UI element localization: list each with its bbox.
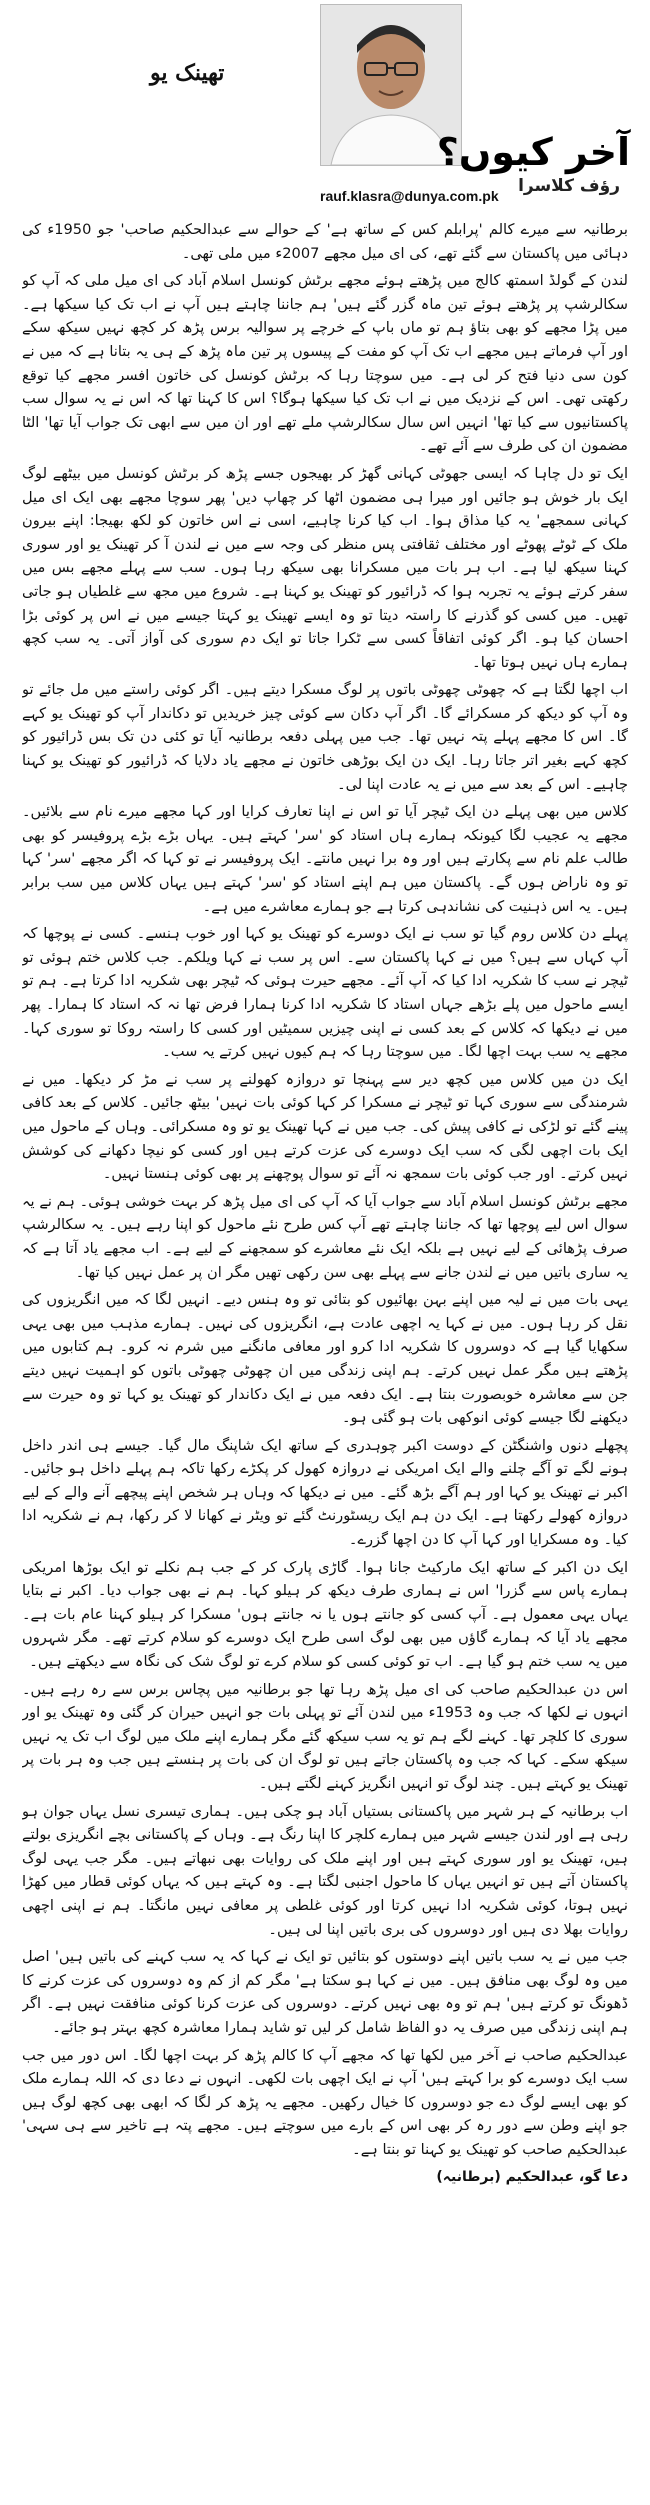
paragraph: لندن کے گولڈ اسمتھ کالج میں پڑھتے ہوئے مجھے برٹش کونسل اسلام آباد کی ای میل ملی کہ آپ کو سکالرشپ پر پڑھتے ہوئے تین ماہ گزر گئے ہیں' ہم جاننا چاہتے ہیں آپ نے اب تک کیا سیکھا ہے۔ میں پڑا مجھے کو بھی بتاؤ ہم تو ماں باپ کے خرچے پر سوالیہ برس پڑھ کر کچھ نہیں سیکھ سکے اور آپ فرماتے ہیں مجھے اب تک آپ کو مفت کے پیسوں پر تین ماہ پڑھ کے ہی یہ بتانا ہے کہ میں نے کون سی دنیا فتح کر لی ہے۔ میں سوچتا رہا کہ برٹش کونسل کی خاتون افسر مجھے کیا توقع رکھتی تھی۔ اس کے نزدیک میں نے اب تک کیا سیکھا ہوگا؟ اس کا کہنا تھا کہ اس نے یہ سوال سب پاکستانیوں سے کیا تھا' انہیں اس سال سکالرشپ ملے تھے اور ان میں سے ابھی تک جواب آیا تھا' الٹا مضمون ان کی طرف سے آئے تھے۔ <box>22 272 628 455</box>
column-brand <box>320 130 640 210</box>
paragraph: یہی بات میں نے لیہ میں اپنے بہن بھائیوں کو بتائی تو وہ ہنس دیے۔ انہیں لگا کہ میں انگریزوں کی نقل کر رہا ہوں۔ میں نے کہا یہ اچھی عادت ہے، انگریزوں کی نہیں۔ ہمارے مذہب میں بھی یہی سکھایا گیا ہے کہ دوسروں کا شکریہ ادا کرو اور معافی مانگنے میں شرم نہ کرو۔ ہم کتابوں میں پڑھتے ہیں مگر عمل نہیں کرتے۔ ہم اپنی زندگی میں ان چھوٹی چھوٹی باتوں کو اہمیت نہیں دیتے جن سے معاشرہ خوبصورت بنتا ہے۔ ایک دفعہ میں نے ایک دکاندار کو تھینک یو کہا تو وہ حیرت سے دیکھنے لگا جیسے کوئی انوکھی بات ہو گئی ہو۔ <box>22 1291 628 1427</box>
paragraph: عبدالحکیم صاحب نے آخر میں لکھا تھا کہ مجھے آپ کا کالم پڑھ کر بہت اچھا لگا۔ اس دور میں جب سب ایک دوسرے کو برا کہتے ہیں' آپ نے ایک اچھی بات لکھی۔ انہوں نے دعا دی کہ اللہ ہمارے ملک کو بھی ایسے لوگ دے جو دوسروں کا خیال رکھیں۔ مجھے یہ پڑھ کر لگا کہ ابھی بھی کچھ لوگ ہیں جو اپنے وطن سے دور رہ کر بھی اس کے بارے میں سوچتے ہیں۔ مجھے پتہ ہے تاخیر سے ہی سہی' عبدالحکیم صاحب کو تھینک یو کہنا تو بنتا ہے۔ <box>22 2046 628 2158</box>
author-email: rauf.klasra@dunya.com.pk <box>320 188 499 204</box>
paragraph: ایک تو دل چاہا کہ ایسی جھوٹی کہانی گھڑ کر بھیجوں جسے پڑھ کر برٹش کونسل میں بیٹھے لوگ ایک بار خوش ہو جائیں اور میرا ہی مضمون اٹھا کر چھاپ دیں' پھر سوچا مجھے بھی ایک ای میل کہانی سمجھے' یہ کیا مذاق ہوا۔ اب کیا کرنا چاہیے، اسی نے اس خاتون کو لکھ بھیجا: اپنے بیرون ملک کے ٹوٹے پھوٹے اور مختلف ثقافتی پس منظر کی وجہ سے میں نے لندن آ کر تھینک یو اور سوری کہنا سیکھ لیا ہے۔ اب ہر بات میں مسکرانا بھی سیکھ رہا ہوں۔ سب سے پہلے مجھے بس میں سفر کرتے ہوئے یہ تجربہ ہوا کہ ڈرائیور کو تھینک یو کہنا ہے۔ شروع میں مجھ سے غلطیاں ہو جاتی تھیں۔ میں کسی کو گذرنے کا راستہ دیتا تو وہ ایسے تھینک یو کہتا جیسے میں نے اس پر کوئی بڑا احسان کیا ہو۔ اگر کوئی اتفاقاً کسی سے ٹکرا جاتا تو ایک دم سوری کی آواز آتی۔ یہ سب کچھ ہمارے ہاں نہیں ہوتا تھا۔ <box>22 464 628 671</box>
column-header <box>0 0 650 215</box>
paragraph: ایک دن میں کلاس میں کچھ دیر سے پہنچا تو دروازہ کھولنے پر سب نے مڑ کر دیکھا۔ میں نے شرمندگی سے سوری کہا تو ٹیچر نے مسکرا کر کہا کوئی بات نہیں' بیٹھ جائیں۔ کلاس کے بعد کافی پینے گئے تو لڑکی نے کافی پیش کی۔ جب میں نے کہا تھینک یو تو وہ مسکرائی۔ وہاں کے ماحول میں ایک بات اچھی لگی کہ سب ایک دوسرے کی عزت کرتے ہیں اور کسی کو نیچا دکھانے کی کوشش نہیں کرتے۔ اور جب کوئی بات سمجھ نہ آئے تو سوال پوچھنے پر بھی کوئی ہنستا نہیں۔ <box>22 1070 628 1183</box>
paragraph: پہلے دن کلاس روم گیا تو سب نے ایک دوسرے کو تھینک یو کہا اور خوب ہنسے۔ کسی نے پوچھا کہ آپ کہاں سے ہیں؟ میں نے کہا پاکستان سے۔ اس پر سب نے کہا ویلکم۔ جب کلاس ختم ہوئی تو ٹیچر نے سب کا شکریہ ادا کیا کہ آپ آئے۔ مجھے حیرت ہوئی کہ ٹیچر بھی شکریہ ادا کرتا ہے۔ ہم تو ایسے ماحول میں پلے بڑھے جہاں استاد کا شکریہ ادا کرنا ہمارا فرض تھا نہ کہ استاد کا ہمارا۔ پھر میں نے دیکھا کہ کلاس کے بعد کسی نے اپنی چیزیں سمیٹیں اور کسی کا راستہ روکا تو سوری کہا۔ مجھے یہ سب بہت اچھا لگا۔ میں سوچتا رہا کہ ہم کیوں نہیں کرتے یہ سب۔ <box>22 925 628 1061</box>
article-headline: تھینک یو <box>150 60 225 86</box>
paragraph: کلاس میں بھی پہلے دن ایک ٹیچر آیا تو اس نے اپنا تعارف کرایا اور کہا مجھے میرے نام سے بلائیں۔ مجھے یہ عجیب لگا کیونکہ ہمارے ہاں استاد کو 'سر' کہتے ہیں۔ یہاں بڑے بڑے پروفیسر کو بھی طالب علم نام سے پکارتے ہیں اور وہ برا نہیں مانتے۔ ایک پروفیسر نے تو کہا کہ اگر مجھے 'سر' کہا تو وہ ناراض ہوں گے۔ پاکستان میں ہم اپنے استاد کو 'سر' کہتے ہیں یہاں کلاس میں سب برابر ہیں۔ یہ اس ذہنیت کی نشاندہی کرتا ہے جو ہمارے معاشرے میں ہے۔ <box>22 803 628 915</box>
paragraph: پچھلے دنوں واشنگٹن کے دوست اکبر چوہدری کے ساتھ ایک شاپنگ مال گیا۔ جیسے ہی اندر داخل ہونے لگے تو آگے چلنے والے ایک امریکی نے دروازہ کھول کر پکڑے رکھا تاکہ ہم پہلے داخل ہو جائیں۔ اکبر نے تھینک یو کہا اور ہم آگے بڑھ گئے۔ میں نے دیکھا کہ وہاں ہر شخص اپنے پیچھے آنے والے کے لیے دروازہ کھولے رکھتا ہے۔ ایک دن ہم ایک ریسٹورنٹ گئے تو ویٹر نے کھانا لا کر رکھا، ہم نے شکریہ ادا کیا۔ وہ مسکرایا اور کہا آپ کا دن اچھا گزرے۔ <box>22 1436 628 1549</box>
paragraph: مجھے برٹش کونسل اسلام آباد سے جواب آیا کہ آپ کی ای میل پڑھ کر بہت خوشی ہوئی۔ ہم نے یہ سوال اس لیے پوچھا تھا کہ جاننا چاہتے تھے آپ کس طرح نئے ماحول کو اپنا رہے ہیں۔ یہ سکالرشپ صرف پڑھائی کے لیے نہیں ہے بلکہ ایک نئے معاشرے کو سمجھنے کے لیے ہے۔ اب مجھے یاد آتا ہے کہ یہ ساری باتیں میں نے لندن جانے سے پہلے بھی سن رکھی تھیں مگر ان پر عمل نہیں کیا تھا۔ <box>22 1192 628 1281</box>
paragraph: اب اچھا لگتا ہے کہ چھوٹی چھوٹی باتوں پر لوگ مسکرا دیتے ہیں۔ اگر کوئی راستے میں مل جائے تو وہ آپ کو دیکھ کر مسکرائے گا۔ اگر آپ دکان سے کوئی چیز خریدیں تو دکاندار آپ کو تھینک یو کہے گا۔ اس کا مجھے پہلے پتہ نہیں تھا۔ جب میں پہلی دفعہ برطانیہ آیا تو کئی دن تک بس ڈرائیور کو کچھ کہے بغیر اتر جاتا رہا۔ ایک دن ایک بوڑھی خاتون نے مجھے یاد دلایا کہ ڈرائیور کو تھینک یو کہنا چاہیے۔ اس کے بعد سے میں نے یہ عادت اپنا لی۔ <box>22 681 628 793</box>
author-name: رؤف کلاسرا <box>518 176 620 196</box>
article-body <box>22 218 628 2498</box>
paragraph: ایک دن اکبر کے ساتھ ایک مارکیٹ جانا ہوا۔ گاڑی پارک کر کے جب ہم نکلے تو ایک بوڑھا امریکی ہمارے پاس سے گزرا' اس نے ہماری طرف دیکھ کر ہیلو کہا۔ ہم نے بھی جواب دیا۔ اکبر نے بتایا یہاں یہی معمول ہے۔ آپ کسی کو جانتے ہوں یا نہ جانتے ہوں' مسکرا کر ہیلو کہنا عام بات ہے۔ مجھے یاد آیا کہ ہمارے گاؤں میں بھی لوگ اسی طرح ایک دوسرے کو سلام کرتے تھے۔ مگر شہروں میں یہ سب ختم ہو گیا ہے۔ اب تو کوئی کسی کو سلام کرے تو لوگ شک کی نگاہ سے دیکھتے ہیں۔ <box>22 1558 628 1671</box>
column-name: آخر کیوں؟ <box>436 130 630 174</box>
paragraph: اس دن عبدالحکیم صاحب کی ای میل پڑھ رہا تھا جو برطانیہ میں پچاس برس سے رہ رہے ہیں۔ انہوں نے لکھا کہ جب وہ 1953ء میں لندن آئے تو پہلی بات جو انہیں حیران کر گئی وہ تھینک یو اور سوری کا کلچر تھا۔ کہنے لگے ہم تو یہ سب سیکھ گئے مگر ہمارے اپنے ملک میں لوگ اب تک یہ نہیں سیکھ سکے۔ کہا کہ جب وہ پاکستان جاتے ہیں تو لوگ ان کی بات پر ہنستے ہیں جب وہ ہر بات پر تھینک یو کہتے ہیں۔ چند لوگ تو انہیں انگریز کہنے لگتے ہیں۔ <box>22 1680 628 1792</box>
paragraph: جب میں نے یہ سب باتیں اپنے دوستوں کو بتائیں تو ایک نے کہا کہ یہ سب کہنے کی باتیں ہیں' اصل میں وہ لوگ بھی منافق ہیں۔ میں نے کہا ہو سکتا ہے' مگر کم از کم وہ دوسروں کی عزت کرنے کا ڈھونگ تو کرتے ہیں' ہم تو وہ بھی نہیں کرتے۔ دوسروں کی عزت کرنا کوئی منافقت نہیں ہے۔ اگر ہم اپنی زندگی میں صرف یہ دو الفاظ شامل کر لیں تو شاید ہمارا معاشرہ کچھ بہتر ہو جائے۔ <box>22 1948 628 2036</box>
signoff: دعا گو، عبدالحکیم (برطانیہ) <box>436 2168 628 2185</box>
paragraph: اب برطانیہ کے ہر شہر میں پاکستانی بستیاں آباد ہو چکی ہیں۔ ہماری تیسری نسل یہاں جوان ہو رہی ہے اور لندن جیسے شہر میں ہمارے کلچر کا اپنا رنگ ہے۔ وہاں کے پاکستانی بچے انگریزی بولتے ہیں، تھینک یو اور سوری کہتے ہیں اور اپنے ملک کی روایات بھی نبھاتے ہیں۔ مگر جب یہی لوگ پاکستان آتے ہیں تو انہیں یہاں کا ماحول اجنبی لگتا ہے۔ وہ کہتے ہیں کہ یہاں کوئی قطار میں کھڑا نہیں ہوتا، کوئی شکریہ ادا نہیں کرتا اور کوئی غلطی پر معافی نہیں مانگتا۔ ہم نے اپنی اچھی روایات بھلا دی ہیں اور دوسروں کی بری باتیں اپنا لی ہیں۔ <box>22 1802 628 1938</box>
paragraph: برطانیہ سے میرے کالم 'پرابلم کس کے ساتھ ہے' کے حوالے سے عبدالحکیم صاحب' جو 1950ء کی دہائی میں پاکستان سے گئے تھے، کی ای میل مجھے 2007ء میں ملی تھی۔ <box>22 221 628 262</box>
